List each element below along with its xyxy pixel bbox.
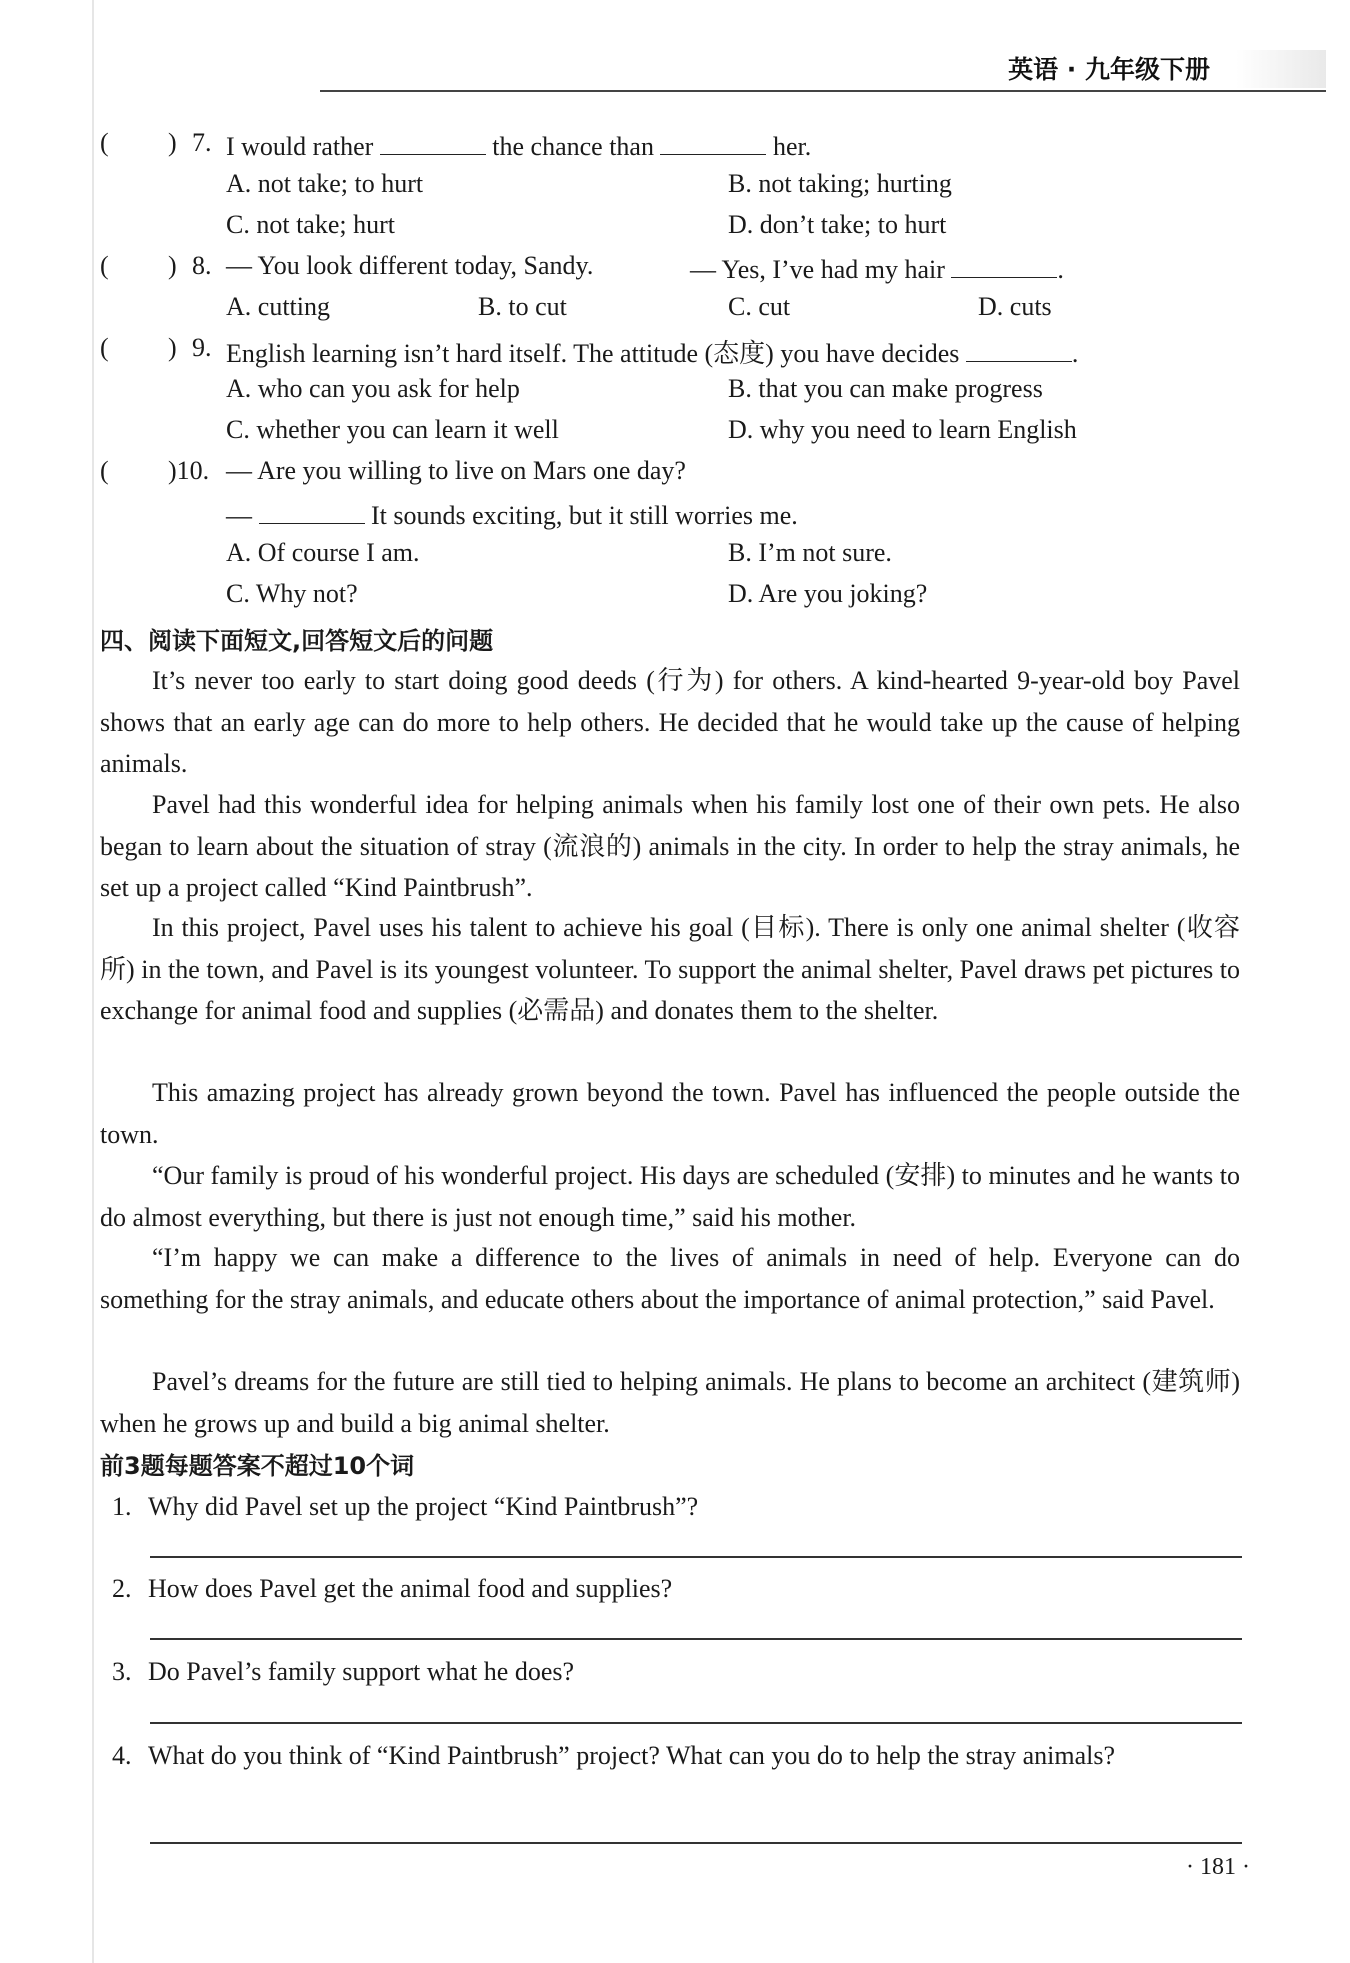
answer-paren-open: ( [100,128,109,157]
option-c: C. whether you can learn it well [226,415,559,444]
question-stem: English learning isn’t hard itself. The attitude (态度) you have decides . [226,333,1078,370]
question-stem-first: — You look different today, Sandy. [226,251,594,280]
passage-paragraph-3: In this project, Pavel uses his talent to achieve his goal (目标). There is only one animal shelter (收容所) in the town, and Pavel is its youngest volunteer. To support the animal shelter, Pavel draws pet pictures to exchange for animal food and supplies (必需品) and donates them to the shelter. [100,913,1240,1025]
option-a: A. not take; to hurt [226,169,424,198]
option-a: A. Of course I am. [226,538,420,567]
option-b: B. I’m not sure. [728,538,892,567]
option-c: C. cut [728,292,791,321]
question-stem: I would rather the chance than her. [226,128,811,162]
option-d: D. cuts [978,292,1052,321]
answer-paren-open: ( [100,333,109,362]
header-rule [320,90,1326,92]
reading-question-3: 3. Do Pavel’s family support what he does? [112,1657,575,1686]
fill-blank[interactable] [951,251,1057,278]
passage-paragraph-5: “Our family is proud of his wonderful project. His days are scheduled (安排) to minutes and he wants to do almost everything, but there is just not enough time,” said his mother. [100,1161,1240,1232]
question-number: 8. [192,251,212,280]
answer-line-3[interactable] [150,1722,1242,1724]
reading-question-4: 4. What do you think of “Kind Paintbrush” project? What can you do to help the stray animals? [112,1741,1116,1770]
question-number: 9. [192,333,212,362]
question-stem-second: — It sounds exciting, but it still worries me. [226,497,798,531]
answer-paren-close: ) [168,333,177,362]
option-a: A. cutting [226,292,330,321]
question-stem-second: — Yes, I’ve had my hair . [690,251,1064,285]
fill-blank[interactable] [966,335,1072,362]
passage-paragraph-1: It’s never too early to start doing good deeds (行为) for others. A kind-hearted 9-year-old boy Pavel shows that an early age can do more to help others. He decided that he would take up the cause of helping animals. [100,666,1240,778]
passage-paragraph-4: This amazing project has already grown beyond the town. Pavel has influenced the people outside the town. [100,1078,1240,1149]
option-b: B. to cut [478,292,567,321]
answer-instruction: 前3题每题答案不超过10个词 [100,1452,415,1480]
reading-question-1: 1. Why did Pavel set up the project “Kind Paintbrush”? [112,1492,699,1521]
running-head: 英语 · 九年级下册 [1008,55,1210,84]
question-number: 7. [192,128,212,157]
option-c: C. Why not? [226,579,358,608]
answer-line-1[interactable] [150,1556,1242,1558]
answer-paren-open: ( [100,456,109,485]
option-c: C. not take; hurt [226,210,395,239]
header-shading [1236,50,1326,88]
passage-paragraph-6: “I’m happy we can make a difference to the lives of animals in need of help. Everyone can do something for the stray animals, and educate others about the importance of animal protection,” said Pavel. [100,1243,1240,1314]
answer-paren-close: ) [168,128,177,157]
option-d: D. Are you joking? [728,579,928,608]
binding-edge [92,0,94,1963]
fill-blank[interactable] [380,128,486,155]
question-number: )10. [168,456,210,485]
answer-line-2[interactable] [150,1638,1242,1640]
fill-blank[interactable] [660,128,766,155]
answer-line-4[interactable] [150,1842,1242,1844]
passage-paragraph-7: Pavel’s dreams for the future are still tied to helping animals. He plans to become an architect (建筑师) when he grows up and build a big animal shelter. [100,1367,1240,1438]
fill-blank[interactable] [259,497,365,524]
option-b: B. not taking; hurting [728,169,952,198]
question-stem-first: — Are you willing to live on Mars one day? [226,456,686,485]
answer-paren-close: ) [168,251,177,280]
page-number: · 181 · [1186,1854,1250,1880]
passage-paragraph-2: Pavel had this wonderful idea for helping animals when his family lost one of their own pets. He also began to learn about the situation of stray (流浪的) animals in the city. In order to help the stray animals, he set up a project called “Kind Paintbrush”. [100,790,1240,902]
option-d: D. don’t take; to hurt [728,210,947,239]
option-d: D. why you need to learn English [728,415,1077,444]
option-a: A. who can you ask for help [226,374,520,403]
option-b: B. that you can make progress [728,374,1043,403]
section-heading: 四、阅读下面短文,回答短文后的问题 [100,627,494,655]
answer-paren-open: ( [100,251,109,280]
reading-question-2: 2. How does Pavel get the animal food and supplies? [112,1574,673,1603]
